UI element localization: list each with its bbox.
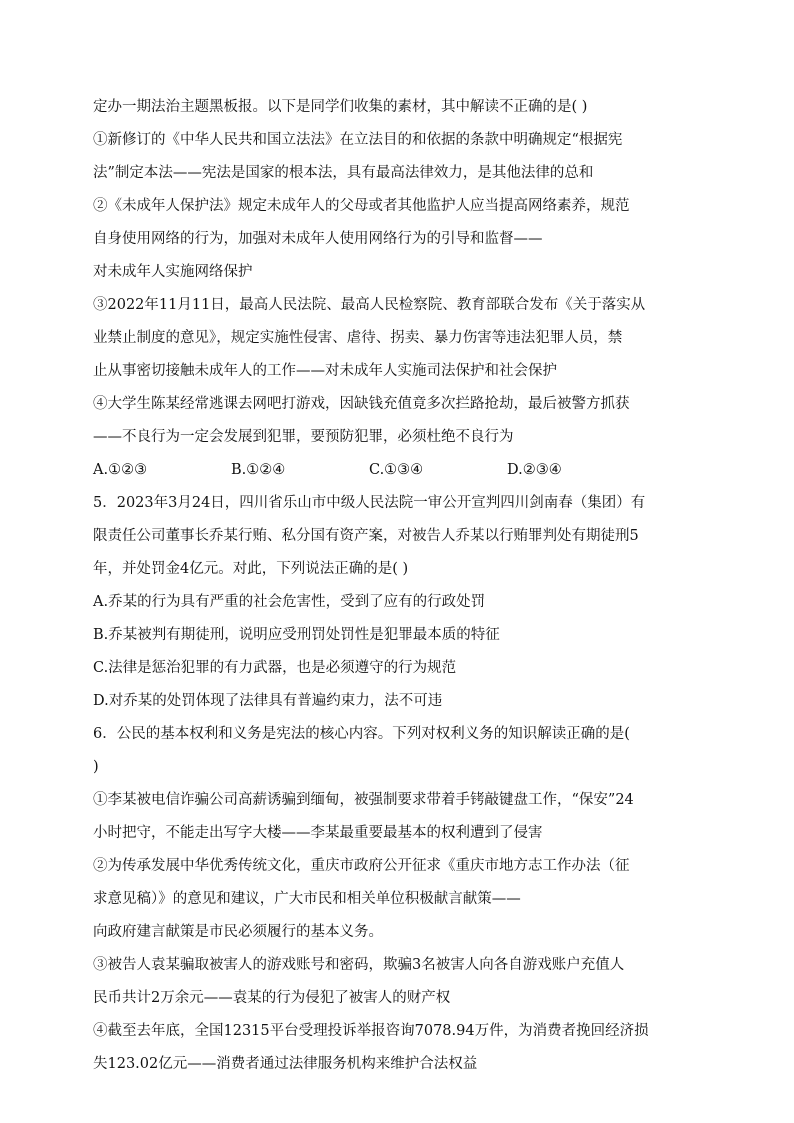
question-4-continued <box>93 91 705 487</box>
statement-1-line: ①新修订的《中华人民共和国立法法》在立法目的和依据的条款中明确规定“根据宪 <box>93 132 623 148</box>
option-c: C.法律是惩治犯罪的有力武器，也是必须遵守的行为规范 <box>93 660 457 676</box>
page-content <box>93 91 705 1081</box>
statement-2-line: ②为传承发展中华优秀传统文化，重庆市政府公开征求《重庆市地方志工作办法（征 <box>93 858 630 874</box>
statement-2-line: 向政府建言献策是市民必须履行的基本义务。 <box>93 924 383 940</box>
question-text-line: 年，并处罚金4亿元。对此，下列说法正确的是( ) <box>93 561 409 577</box>
option-a: A.乔某的行为具有严重的社会危害性，受到了应有的行政处罚 <box>93 594 486 610</box>
question-6 <box>93 718 705 1081</box>
question-text-line: 定办一期法治主题黑板报。以下是同学们收集的素材，其中解读不正确的是( ) <box>93 99 588 115</box>
statement-4-line: ④截至去年底，全国12315平台受理投诉举报咨询7078.94万件，为消费者挽回经济损 <box>93 1023 649 1039</box>
answer-options <box>93 454 705 487</box>
question-text-line: ) <box>93 759 99 775</box>
question-text-line: 5．2023年3月24日，四川省乐山市中级人民法院一审公开宣判四川剑南春（集团）有 <box>93 495 646 511</box>
question-5 <box>93 487 705 718</box>
statement-4-line: 失123.02亿元——消费者通过法律服务机构来维护合法权益 <box>93 1056 478 1072</box>
statement-4-line: ④大学生陈某经常逃课去网吧打游戏，因缺钱充值竟多次拦路抢劫，最后被警方抓获 <box>93 396 630 412</box>
statement-4-line: ——不良行为一定会发展到犯罪，要预防犯罪，必须杜绝不良行为 <box>93 429 514 445</box>
statement-1-line: 法”制定本法——宪法是国家的根本法，具有最高法律效力，是其他法律的总和 <box>93 165 594 181</box>
statement-3-line: 民币共计2万余元——袁某的行为侵犯了被害人的财产权 <box>93 990 451 1006</box>
statement-2-line: 对未成年人实施网络保护 <box>93 264 253 280</box>
statement-2-line: ②《未成年人保护法》规定未成年人的父母或者其他监护人应当提高网络素养，规范 <box>93 198 630 214</box>
statement-3-line: 业禁止制度的意见》，规定实施性侵害、虐待、拐卖、暴力伤害等违法犯罪人员，禁 <box>93 330 623 346</box>
statement-3-line: ③被告人袁某骗取被害人的游戏账号和密码，欺骗3名被害人向各自游戏账户充值人 <box>93 957 625 973</box>
option-b: B.①②④ <box>231 462 286 478</box>
option-c: C.①③④ <box>369 462 424 478</box>
option-d: D.②③④ <box>507 462 562 478</box>
statement-2-line: 求意见稿）》的意见和建议，广大市民和相关单位积极献言献策—— <box>93 891 521 907</box>
statement-1-line: ①李某被电信诈骗公司高薪诱骗到缅甸，被强制要求带着手铐敲键盘工作，“保安”24 <box>93 792 634 808</box>
option-d: D.对乔某的处罚体现了法律具有普遍约束力，法不可违 <box>93 693 443 709</box>
statement-2-line: 自身使用网络的行为，加强对未成年人使用网络行为的引导和监督—— <box>93 231 543 247</box>
statement-3-line: 止从事密切接触未成年人的工作——对未成年人实施司法保护和社会保护 <box>93 363 557 379</box>
question-text-line: 限责任公司董事长乔某行贿、私分国有资产案，对被告人乔某以行贿罪判处有期徒刑5 <box>93 528 639 544</box>
option-b: B.乔某被判有期徒刑，说明应受刑罚处罚性是犯罪最本质的特征 <box>93 627 500 643</box>
statement-3-line: ③2022年11月11日，最高人民法院、最高人民检察院、教育部联合发布《关于落实从 <box>93 297 646 313</box>
option-a: A.①②③ <box>93 462 148 478</box>
question-text-line: 6．公民的基本权利和义务是宪法的核心内容。下列对权利义务的知识解读正确的是( <box>93 726 630 742</box>
statement-1-line: 小时把守，不能走出写字大楼——李某最重要最基本的权利遭到了侵害 <box>93 825 543 841</box>
